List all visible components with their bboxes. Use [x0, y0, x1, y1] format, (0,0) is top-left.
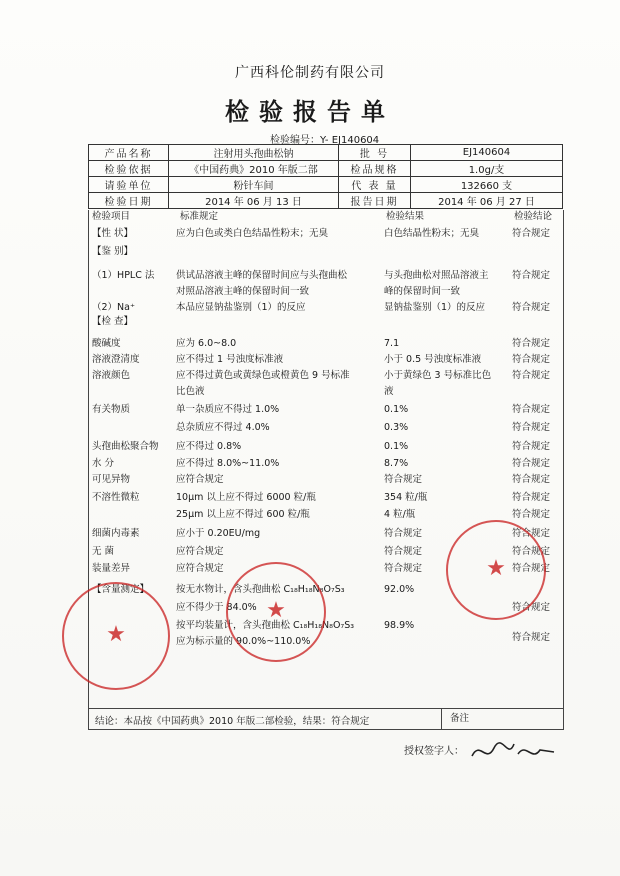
- row-conclusion: 符合规定: [512, 632, 551, 643]
- row-item: 【含量测定】: [92, 584, 150, 595]
- conclusion-text: 结论：本品按《中国药典》2010 年版二部检验，结果：符合规定: [95, 716, 370, 727]
- row-conclusion: 符合规定: [512, 370, 551, 381]
- report-number: 检验编号：Y- EJ140604: [270, 135, 380, 146]
- row-standard: 供试品溶液主峰的保留时间应与头孢曲松: [176, 270, 348, 281]
- row-conclusion: 符合规定: [512, 441, 551, 452]
- row-standard: 应符合规定: [176, 563, 224, 574]
- row-result: 与头孢曲松对照品溶液主: [384, 270, 489, 281]
- info-value: 132660 支: [411, 177, 563, 193]
- row-result: 4 粒/瓶: [384, 509, 416, 520]
- row-item: （2）Na⁺: [92, 302, 135, 313]
- info-label: 检验日期: [89, 193, 169, 209]
- signer-label: 授权签字人：: [404, 746, 464, 757]
- row-standard: 总杂质应不得过 4.0%: [176, 422, 270, 433]
- row-conclusion: 符合规定: [512, 563, 551, 574]
- info-label: 报告日期: [339, 193, 411, 209]
- row-item: 溶液颜色: [92, 370, 131, 381]
- row-item: 装量差异: [92, 563, 131, 574]
- row-item: 无 菌: [92, 546, 115, 557]
- info-value: 《中国药典》2010 年版二部: [169, 161, 339, 177]
- company-name: 广西科伦制药有限公司: [235, 65, 385, 81]
- info-value: 2014 年 06 月 13 日: [169, 193, 339, 209]
- row-item: 溶液澄清度: [92, 354, 140, 365]
- info-value: 2014 年 06 月 27 日: [411, 193, 563, 209]
- info-table: [88, 144, 563, 209]
- row-conclusion: 符合规定: [512, 509, 551, 520]
- row-conclusion: 符合规定: [512, 422, 551, 433]
- row-result: 液: [384, 386, 394, 397]
- row-item: 不溶性微粒: [92, 492, 140, 503]
- info-label: 检验依据: [89, 161, 169, 177]
- row-conclusion: 符合规定: [512, 528, 551, 539]
- row-result: 白色结晶性粉末；无臭: [384, 228, 480, 239]
- page-title: 检验报告单: [225, 97, 395, 126]
- row-result: 7.1: [384, 338, 400, 349]
- row-result: 小于 0.5 号浊度标准液: [384, 354, 482, 365]
- info-label: 检品规格: [339, 161, 411, 177]
- row-item: 细菌内毒素: [92, 528, 140, 539]
- row-conclusion: 符合规定: [512, 302, 551, 313]
- row-result: 0.3%: [384, 422, 409, 433]
- row-result: 0.1%: [384, 441, 409, 452]
- row-result: 92.0%: [384, 584, 415, 595]
- row-standard: 10μm 以上应不得过 6000 粒/瓶: [176, 492, 316, 503]
- row-standard: 应符合规定: [176, 474, 224, 485]
- info-row: [89, 145, 563, 161]
- row-item: 【检 查】: [92, 316, 134, 327]
- stamp-star-icon: ★: [266, 598, 286, 623]
- row-result: 0.1%: [384, 404, 409, 415]
- info-label: 批 号: [339, 145, 411, 161]
- row-conclusion: 符合规定: [512, 354, 551, 365]
- row-item: 可见异物: [92, 474, 131, 485]
- signature: [468, 734, 558, 768]
- row-standard: 应不得少于 84.0%: [176, 602, 257, 613]
- row-result: 354 粒/瓶: [384, 492, 428, 503]
- row-standard: 按无水物计，含头孢曲松 C₁₈H₁₈N₈O₇S₃: [176, 584, 345, 595]
- company-stamp: [226, 562, 326, 662]
- stamp-star-icon: ★: [486, 556, 506, 581]
- row-result: 显钠盐鉴别（1）的反应: [384, 302, 486, 313]
- info-row: [89, 193, 563, 209]
- row-standard: 25μm 以上应不得过 600 粒/瓶: [176, 509, 310, 520]
- row-conclusion: 符合规定: [512, 228, 551, 239]
- remark-label: 备注: [441, 709, 469, 729]
- row-result: 符合规定: [384, 563, 423, 574]
- info-label: 请验单位: [89, 177, 169, 193]
- inspection-stamp: [446, 520, 546, 620]
- row-standard: 按平均装量计，含头孢曲松 C₁₈H₁₈N₈O₇S₃: [176, 620, 355, 631]
- row-standard: 应为 6.0~8.0: [176, 338, 237, 349]
- info-label: 代 表 量: [339, 177, 411, 193]
- row-standard: 应不得过 8.0%~11.0%: [176, 458, 280, 469]
- info-value: 注射用头孢曲松钠: [169, 145, 339, 161]
- row-result: 符合规定: [384, 546, 423, 557]
- row-conclusion: 符合规定: [512, 338, 551, 349]
- row-item: 有关物质: [92, 404, 131, 415]
- row-result: 98.9%: [384, 620, 415, 631]
- row-result: 8.7%: [384, 458, 409, 469]
- row-standard: 应为标示量的 90.0%~110.0%: [176, 636, 311, 647]
- company-stamp: [62, 582, 170, 690]
- info-value: 粉针车间: [169, 177, 339, 193]
- header-conclusion: 检验结论: [514, 211, 553, 222]
- row-conclusion: 符合规定: [512, 474, 551, 485]
- row-conclusion: 符合规定: [512, 270, 551, 281]
- row-result: 小于黄绿色 3 号标准比色: [384, 370, 492, 381]
- row-standard: 应符合规定: [176, 546, 224, 557]
- stamp-star-icon: ★: [106, 622, 126, 647]
- row-conclusion: 符合规定: [512, 602, 551, 613]
- info-value: 1.0g/支: [411, 161, 563, 177]
- row-conclusion: 符合规定: [512, 492, 551, 503]
- row-item: （1）HPLC 法: [92, 270, 155, 281]
- row-item: 酸碱度: [92, 338, 121, 349]
- conclusion-box: [88, 708, 564, 730]
- info-row: [89, 161, 563, 177]
- info-label: 产品名称: [89, 145, 169, 161]
- row-item: 【性 状】: [92, 228, 134, 239]
- header-result: 检验结果: [386, 211, 425, 222]
- row-standard: 对照品溶液主峰的保留时间一致: [176, 286, 310, 297]
- row-standard: 比色液: [176, 386, 205, 397]
- row-result: 符合规定: [384, 528, 423, 539]
- row-result: 符合规定: [384, 474, 423, 485]
- info-row: [89, 177, 563, 193]
- row-standard: 应不得过 0.8%: [176, 441, 242, 452]
- header-standard: 标准规定: [180, 211, 219, 222]
- info-value: EJ140604: [411, 145, 563, 161]
- row-item: 【鉴 别】: [92, 246, 134, 257]
- row-standard: 本品应显钠盐鉴别（1）的反应: [176, 302, 306, 313]
- row-standard: 应不得过 1 号浊度标准液: [176, 354, 284, 365]
- row-conclusion: 符合规定: [512, 458, 551, 469]
- row-conclusion: 符合规定: [512, 404, 551, 415]
- row-standard: 应小于 0.20EU/mg: [176, 528, 261, 539]
- header-item: 检验项目: [92, 211, 131, 222]
- row-conclusion: 符合规定: [512, 546, 551, 557]
- row-standard: 应不得过黄色或黄绿色或橙黄色 9 号标准: [176, 370, 350, 381]
- row-standard: 单一杂质应不得过 1.0%: [176, 404, 280, 415]
- row-item: 头孢曲松聚合物: [92, 441, 159, 452]
- row-result: 峰的保留时间一致: [384, 286, 461, 297]
- row-item: 水 分: [92, 458, 115, 469]
- row-standard: 应为白色或类白色结晶性粉末；无臭: [176, 228, 329, 239]
